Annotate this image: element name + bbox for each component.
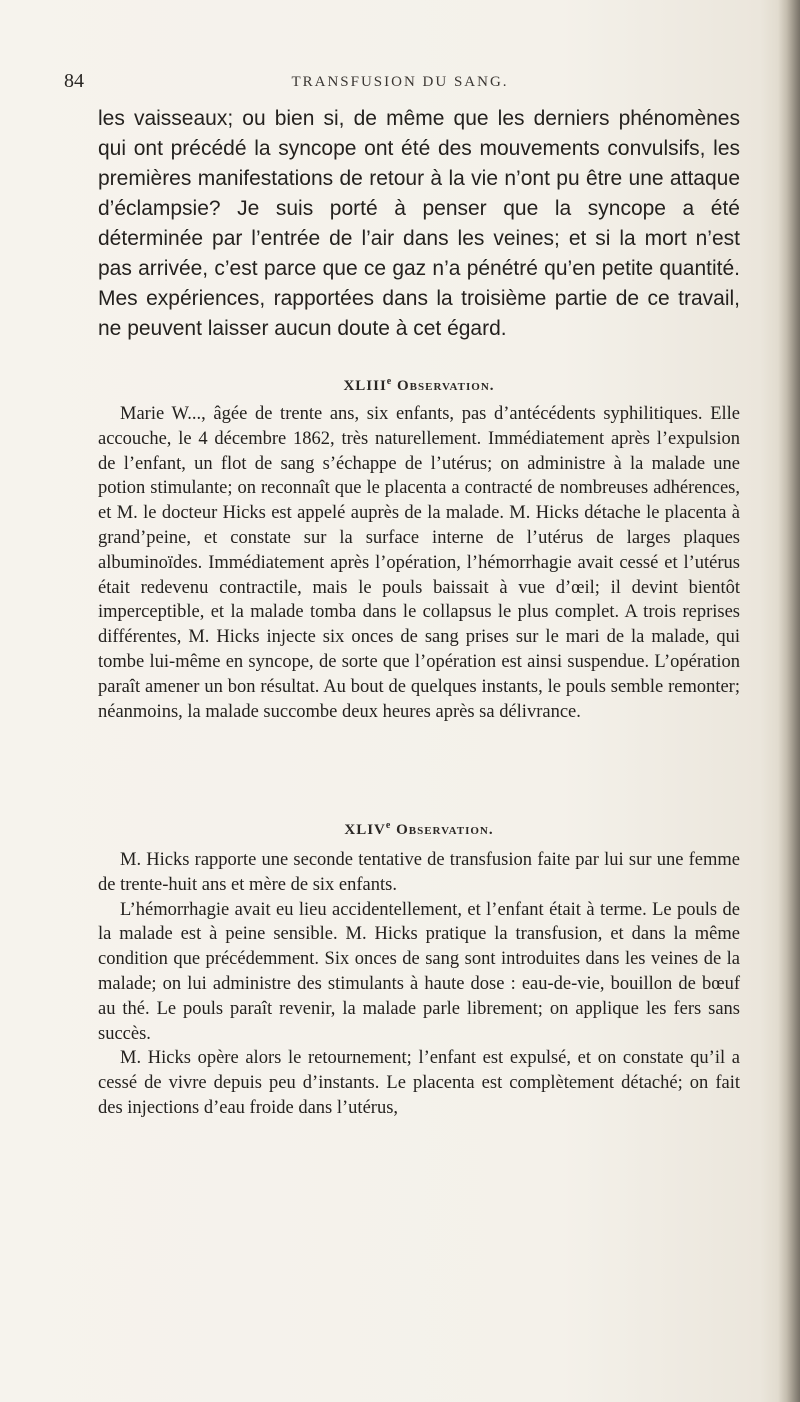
observation-44-paragraph-1: M. Hicks rapporte une seconde tentative de transfusion faite par lui sur une femme de trente-huit ans et mère de six enfants. xyxy=(98,850,740,895)
observation-43-label: Observation. xyxy=(397,378,495,394)
page-header xyxy=(64,70,736,98)
observation-44-paragraph-2: L’hémorrhagie avait eu lieu accidentellement, et l’enfant était à terme. Le pouls de la malade est à peine sensible. M. Hicks pratique la transfusion, et dans la même condition que précédemment. Six onces de sang sont introduites dans les veines de la malade; on lui administre des stimulants à haute dose : eau-de-vie, bouillon de bœuf au thé. Le pouls paraît revenir, la malade parle librement; on applique les fers sans succès. xyxy=(98,899,740,1044)
observation-44-number: XLIV xyxy=(344,822,386,838)
observation-44-title xyxy=(98,820,740,839)
observation-43-number: XLIII xyxy=(343,378,387,394)
observation-44-label: Observation. xyxy=(396,822,494,838)
observation-44-paragraph-3: M. Hicks opère alors le retournement; l’enfant est expulsé, et on constate qu’il a cessé de vivre depuis peu d’instants. Le placenta est complètement détaché; on fait des injections d’eau froide dans l’utérus, xyxy=(98,1048,740,1118)
page-edge-shadow xyxy=(778,0,800,1402)
intro-paragraph: les vaisseaux; ou bien si, de même que les derniers phénomènes qui ont précédé la syncope ont été des mouvements convulsifs, les premières manifestations de retour à la vie n’ont pu être une attaque d’éclampsie? Je suis porté à penser que la syncope a été déterminée par l’entrée de l’air dans les veines; et si la mort n’est pas arrivée, c’est parce que ce gaz n’a pénétré qu’en petite quantité. Mes expériences, rapportées dans la troisième partie de ce travail, ne peuvent laisser aucun doute à cet égard. xyxy=(98,107,740,340)
observation-43-suffix: e xyxy=(386,376,393,387)
observation-44-suffix: e xyxy=(385,820,392,831)
running-title: TRANSFUSION DU SANG. xyxy=(291,74,509,90)
observation-44-body xyxy=(98,848,740,1121)
observation-43-title xyxy=(98,376,740,395)
page-number: 84 xyxy=(64,70,84,92)
observation-43-paragraph: Marie W..., âgée de trente ans, six enfants, pas d’antécédents syphilitiques. Elle accouche, le 4 décembre 1862, très naturellement. Immédiatement après l’expulsion de l’enfant, un flot de sang s’échappe de l’utérus; on administre à la malade une potion stimulante; on reconnaît que le placenta a contracté de nombreuses adhérences, et M. le docteur Hicks est appelé auprès de la malade. M. Hicks détache le placenta à grand’peine, et constate sur la surface interne de l’utérus de larges plaques albuminoïdes. Immédiatement après l’opération, l’hémorrhagie avait cessé et l’utérus était redevenu contractile, mais le pouls baissait à vue d’œil; il devint bientôt imperceptible, et la malade tomba dans le collapsus le plus complet. A trois reprises différentes, M. Hicks injecte six onces de sang prises sur le mari de la malade, qui tombe lui-même en syncope, de sorte que l’opération est ainsi suspendue. L’opération paraît amener un bon résultat. Au bout de quelques instants, le pouls semble remonter; néanmoins, la malade succombe deux heures après sa délivrance. xyxy=(98,404,740,722)
observation-43-body xyxy=(98,402,740,724)
